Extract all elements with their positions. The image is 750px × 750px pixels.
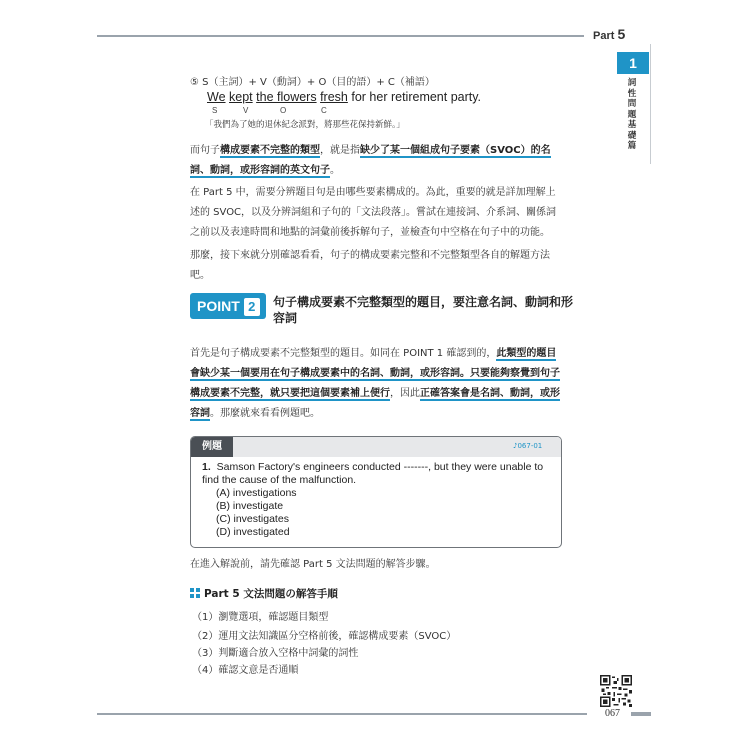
footer-rule [97, 713, 587, 715]
word-complement: fresh [320, 90, 348, 104]
svoc-label-v: V [243, 106, 249, 115]
side-rule [650, 44, 651, 164]
word-rest: for her retirement party. [351, 90, 482, 104]
audio-track-icon: ♪067-01 [513, 442, 543, 450]
point-number: 2 [244, 298, 260, 316]
header-rule [97, 35, 584, 37]
part-number: 5 [617, 26, 626, 42]
example-question-box [190, 436, 562, 548]
step-3: （3）判斷適合放入空格中詞彙的詞性 [192, 648, 359, 659]
qr-code-icon [600, 675, 632, 707]
chapter-tab: 1 [617, 52, 649, 74]
option-d: (D) investigated [216, 526, 290, 538]
question-text: Samson Factory's engineers conducted -------, but they were unable to find the cause of the malfunction. [202, 461, 544, 486]
highlight-definition: 缺少了某一個組成句子要素（SVOC）的名詞、動詞，或形容詞的英文句子 [190, 145, 551, 176]
paragraph-next: 那麼，接下來就分別確認看看，句子的構成要素完整和不完整類型各自的解題方法吧。 [190, 250, 550, 281]
paragraph-point2: 首先是句子構成要素不完整類型的題目。如同在 POINT 1 確認到的，此類型的題目會缺少某一個要用在句子構成要素中的名詞、動詞，或形容詞。只要能夠察覺到句子構成要素不完整，就只要把這個要素補上便行，因此正確答案會是名詞、動詞，或形容詞。那麼就來看看例題吧。 [190, 348, 560, 419]
svoc-formula: ⑤ S（主詞）+ V（動詞）+ O（目的語）+ C（補語） [190, 77, 435, 88]
example-box-header [191, 437, 561, 457]
step-1: （1）瀏覽選項，確認題目類型 [192, 612, 329, 623]
highlight-type: 構成要素不完整的類型 [220, 145, 320, 156]
svoc-label-c: C [321, 106, 327, 115]
example-sentence [207, 90, 481, 104]
svoc-label-o: O [280, 106, 287, 115]
page-marker [631, 712, 651, 716]
grid-square-icon [190, 588, 200, 598]
highlight-missing-element: 此類型的題目會缺少某一個要用在句子構成要素中的名詞、動詞，或形容詞。只要能夠察覺到句子構成要素不完整，就只要把這個要素補上便行 [190, 348, 560, 399]
option-c: (C) investigates [216, 513, 289, 525]
paragraph-definition: 而句子構成要素不完整的類型，就是指缺少了某一個組成句子要素（SVOC）的名詞、動詞，或形容詞的英文句子。 [190, 145, 551, 176]
steps-heading: Part 5 文法問題の解答手順 [190, 586, 338, 601]
step-2: （2）運用文法知識區分空格前後，確認構成要素（SVOC） [192, 631, 457, 642]
page-number: 067 [605, 708, 620, 719]
part-label: Part 5 [593, 26, 626, 42]
word-subject: We [207, 90, 226, 104]
step-4: （4）確認文意是否通順 [192, 665, 299, 676]
paragraph-part5: 在 Part 5 中，需要分辨題目句是由哪些要素構成的。為此，重要的就是詳加理解上述的 SVOC，以及分辨詞組和子句的「文法段落」。嘗試在連接詞、介系詞、關係詞之前以及表達時間和地點的詞彙前後拆解句子，並檢查句中空格在句子中的功能。 [190, 187, 557, 238]
example-translation: 「我們為了她的退休紀念派對，將那些花保持新鮮。」 [205, 120, 405, 130]
highlight-answer: 正確答案會是名詞、動詞，或形容詞 [190, 388, 560, 419]
point-badge: POINT 2 [190, 293, 266, 319]
option-b: (B) investigate [216, 500, 284, 512]
word-object: the flowers [256, 90, 317, 104]
svoc-label-s: S [212, 106, 218, 115]
example-tab: 例題 [191, 437, 233, 457]
question-number: 1. [202, 461, 211, 473]
word-verb: kept [229, 90, 253, 104]
chapter-title: 詞性問題基礎篇 [627, 78, 637, 151]
option-a: (A) investigations [216, 487, 297, 499]
paragraph-before-steps: 在進入解說前，請先確認 Part 5 文法問題的解答步驟。 [190, 559, 436, 570]
question-body [202, 461, 552, 539]
point-title: 句子構成要素不完整類型的題目，要注意名詞、動詞和形容詞 [273, 295, 574, 325]
